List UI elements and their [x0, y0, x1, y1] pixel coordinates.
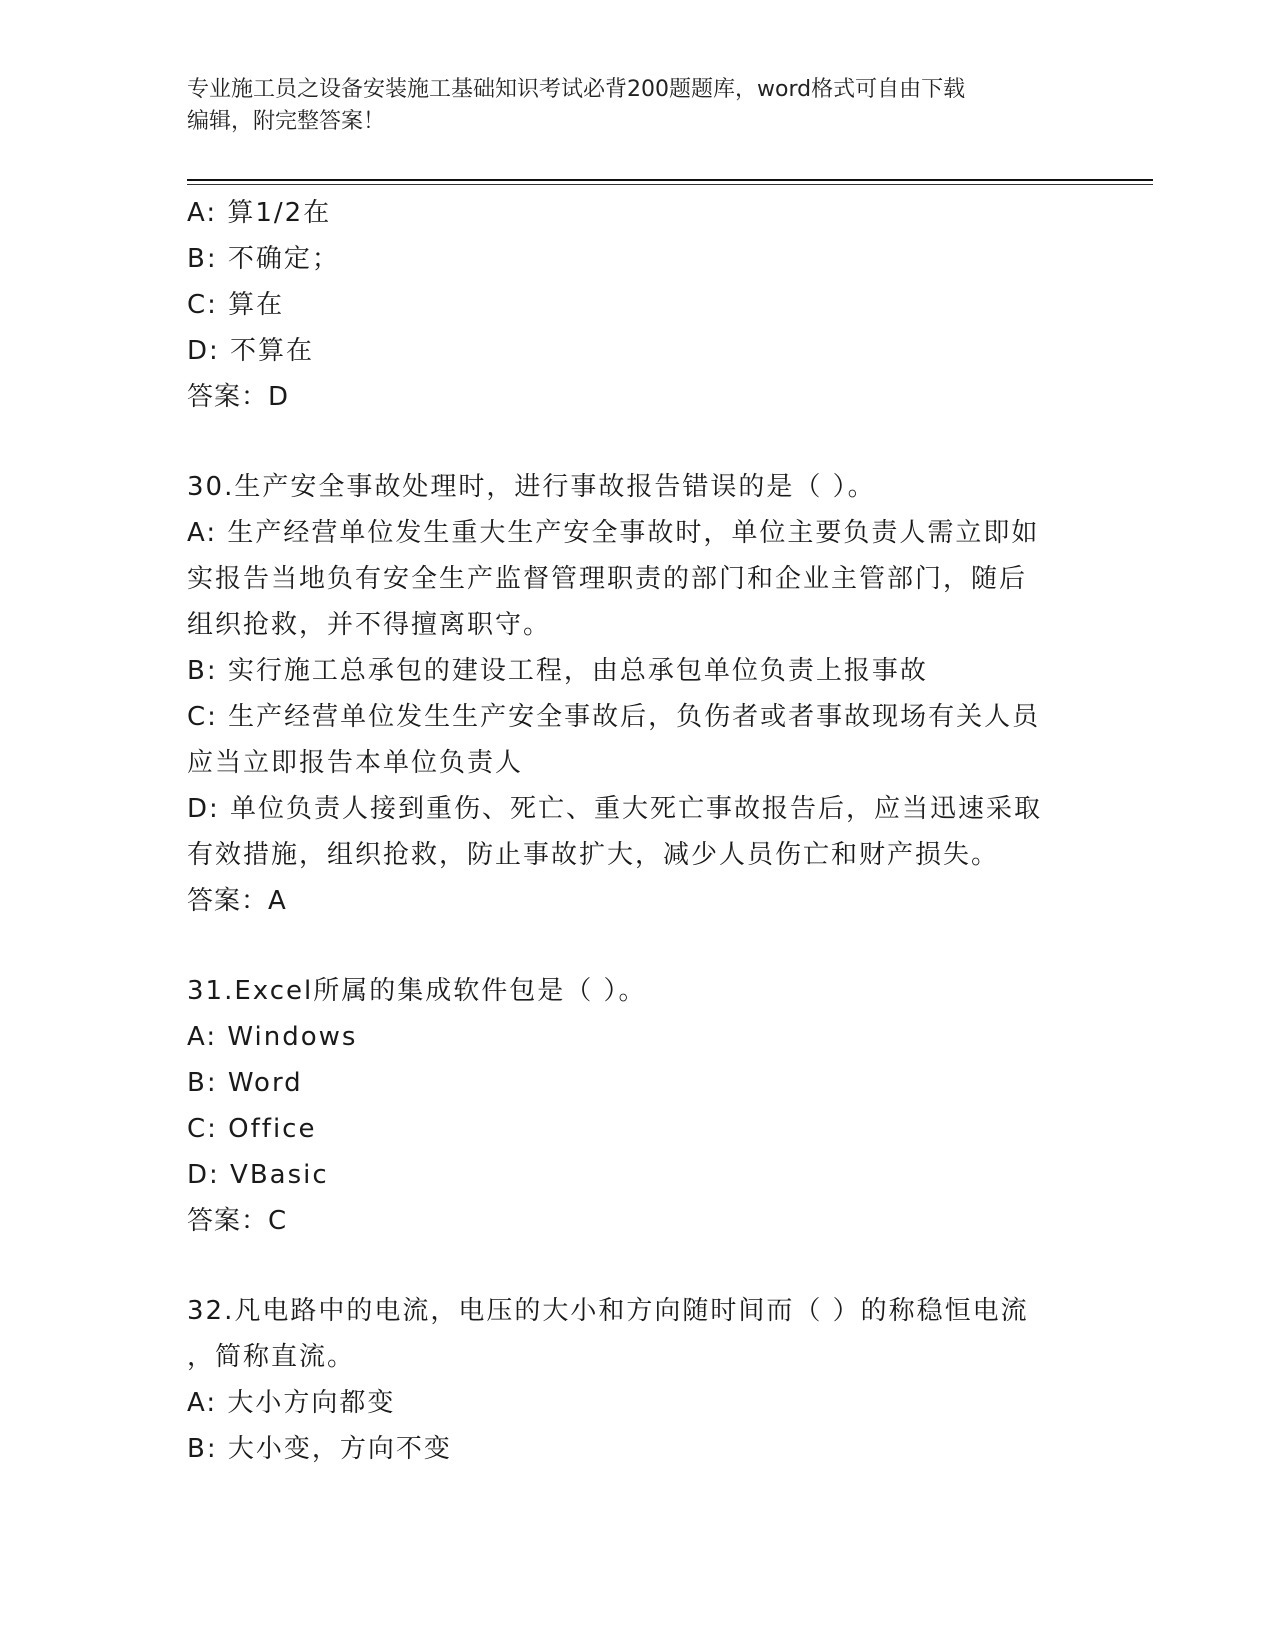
header-line-2: 编辑，附完整答案！ [187, 109, 386, 134]
option-a: A: 算1/2在 [187, 198, 332, 228]
option-a-line-1: A: 生产经营单位发生重大生产安全事故时，单位主要负责人需立即如 [187, 518, 1040, 548]
option-a-line-3: 组织抢救，并不得擅离职守。 [187, 610, 552, 640]
option-c-line-2: 应当立即报告本单位负责人 [187, 748, 524, 778]
option-d: D: 不算在 [187, 336, 315, 366]
option-b: B: 大小变，方向不变 [187, 1434, 452, 1464]
option-d-line-1: D: 单位负责人接到重伤、死亡、重大死亡事故报告后，应当迅速采取 [187, 794, 1043, 824]
option-d-line-2: 有效措施，组织抢救，防止事故扩大，减少人员伤亡和财产损失。 [187, 840, 1000, 870]
document-header [187, 74, 1067, 138]
option-b: B: 不确定； [187, 244, 340, 274]
option-b: B: Word [187, 1068, 303, 1098]
option-c: C: 算在 [187, 290, 285, 320]
header-rule-thick [187, 179, 1153, 181]
question-title: 30.生产安全事故处理时，进行事故报告错误的是（ ）。 [187, 472, 876, 502]
question-30 [187, 464, 1087, 924]
answer: 答案：D [187, 382, 290, 412]
question-title-line-1: 32.凡电路中的电流，电压的大小和方向随时间而（ ）的称稳恒电流 [187, 1296, 1029, 1326]
header-line-1: 专业施工员之设备安装施工基础知识考试必背200题题库，word格式可自由下载 [187, 77, 966, 102]
option-d: D: VBasic [187, 1160, 329, 1190]
answer: 答案：A [187, 886, 287, 916]
option-b: B: 实行施工总承包的建设工程，由总承包单位负责上报事故 [187, 656, 928, 686]
option-a-line-2: 实报告当地负有安全生产监督管理职责的部门和企业主管部门，随后 [187, 564, 1028, 594]
option-a: A: Windows [187, 1022, 358, 1052]
question-list [187, 190, 1087, 1472]
question-29 [187, 190, 1087, 420]
header-rule-thin [187, 184, 1153, 185]
question-32 [187, 1288, 1087, 1472]
question-title-line-2: ，简称直流。 [187, 1342, 356, 1372]
answer: 答案：C [187, 1206, 288, 1236]
question-title: 31.Excel所属的集成软件包是（ ）。 [187, 976, 647, 1006]
option-c: C: Office [187, 1114, 317, 1144]
question-31 [187, 968, 1087, 1244]
option-c-line-1: C: 生产经营单位发生生产安全事故后，负伤者或者事故现场有关人员 [187, 702, 1041, 732]
option-a: A: 大小方向都变 [187, 1388, 396, 1418]
